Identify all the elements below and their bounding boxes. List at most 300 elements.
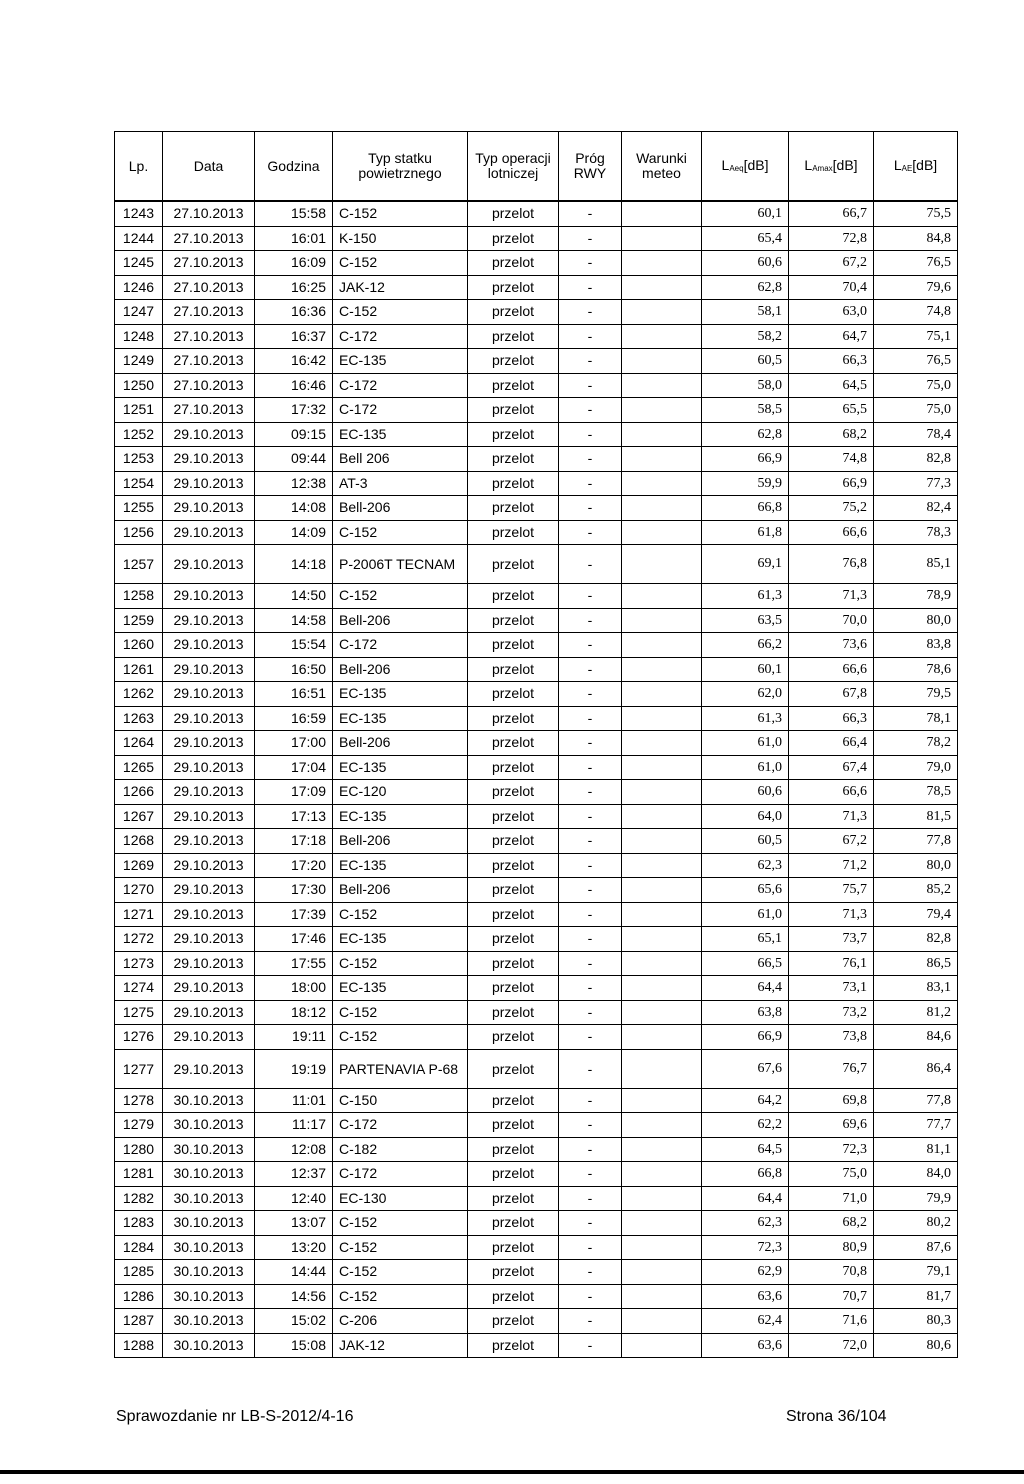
cell-lae: 83,8: [874, 633, 958, 658]
cell-lp: 1252: [115, 422, 163, 447]
cell-threshold: -: [559, 349, 622, 374]
cell-lp: 1273: [115, 951, 163, 976]
cell-lamax: 67,2: [789, 829, 874, 854]
cell-lae: 79,0: [874, 755, 958, 780]
cell-lp: 1271: [115, 902, 163, 927]
cell-lp: 1275: [115, 1000, 163, 1025]
cell-lp: 1267: [115, 804, 163, 829]
cell-aircraft: C-152: [333, 201, 468, 226]
cell-lae: 77,3: [874, 471, 958, 496]
cell-laeq: 61,0: [702, 902, 789, 927]
cell-threshold: -: [559, 373, 622, 398]
cell-aircraft: C-152: [333, 300, 468, 325]
cell-date: 29.10.2013: [163, 706, 255, 731]
cell-lp: 1284: [115, 1235, 163, 1260]
cell-meteo: [622, 447, 702, 472]
cell-lae: 82,4: [874, 496, 958, 521]
cell-operation: przelot: [468, 1235, 559, 1260]
cell-lae: 77,8: [874, 1088, 958, 1113]
cell-operation: przelot: [468, 829, 559, 854]
cell-threshold: -: [559, 496, 622, 521]
cell-lamax: 70,4: [789, 275, 874, 300]
cell-aircraft: C-172: [333, 1162, 468, 1187]
cell-lae: 78,5: [874, 780, 958, 805]
cell-lamax: 69,6: [789, 1113, 874, 1138]
cell-laeq: 62,4: [702, 1309, 789, 1334]
cell-threshold: -: [559, 902, 622, 927]
cell-threshold: -: [559, 1088, 622, 1113]
cell-operation: przelot: [468, 1186, 559, 1211]
cell-laeq: 62,0: [702, 682, 789, 707]
cell-lamax: 71,0: [789, 1186, 874, 1211]
cell-lae: 86,4: [874, 1049, 958, 1088]
cell-time: 09:44: [255, 447, 333, 472]
cell-laeq: 61,0: [702, 731, 789, 756]
header-warunki: Warunki meteo: [622, 132, 702, 202]
cell-aircraft: C-152: [333, 520, 468, 545]
cell-aircraft: EC-120: [333, 780, 468, 805]
table-row: [115, 584, 958, 609]
cell-time: 16:46: [255, 373, 333, 398]
cell-lae: 80,0: [874, 608, 958, 633]
cell-date: 30.10.2013: [163, 1284, 255, 1309]
header-laeq: [702, 132, 789, 202]
cell-lae: 75,0: [874, 398, 958, 423]
cell-aircraft: C-152: [333, 1025, 468, 1050]
cell-lae: 79,1: [874, 1260, 958, 1285]
cell-lp: 1269: [115, 853, 163, 878]
cell-time: 14:44: [255, 1260, 333, 1285]
cell-meteo: [622, 275, 702, 300]
cell-lp: 1256: [115, 520, 163, 545]
cell-date: 27.10.2013: [163, 398, 255, 423]
cell-aircraft: JAK-12: [333, 275, 468, 300]
cell-time: 11:17: [255, 1113, 333, 1138]
cell-operation: przelot: [468, 275, 559, 300]
cell-meteo: [622, 1049, 702, 1088]
cell-operation: przelot: [468, 324, 559, 349]
cell-time: 09:15: [255, 422, 333, 447]
cell-operation: przelot: [468, 1260, 559, 1285]
cell-threshold: -: [559, 201, 622, 226]
cell-lamax: 64,7: [789, 324, 874, 349]
cell-lamax: 73,8: [789, 1025, 874, 1050]
cell-time: 18:00: [255, 976, 333, 1001]
cell-aircraft: EC-135: [333, 422, 468, 447]
cell-operation: przelot: [468, 902, 559, 927]
cell-lamax: 70,7: [789, 1284, 874, 1309]
cell-date: 30.10.2013: [163, 1333, 255, 1358]
table-row: [115, 201, 958, 226]
cell-date: 29.10.2013: [163, 520, 255, 545]
cell-laeq: 64,0: [702, 804, 789, 829]
table-row: [115, 1186, 958, 1211]
cell-operation: przelot: [468, 1113, 559, 1138]
cell-time: 16:50: [255, 657, 333, 682]
cell-date: 30.10.2013: [163, 1162, 255, 1187]
cell-laeq: 63,6: [702, 1333, 789, 1358]
footer-rule: [0, 1470, 1024, 1474]
cell-lae: 74,8: [874, 300, 958, 325]
cell-lae: 78,2: [874, 731, 958, 756]
cell-lae: 79,9: [874, 1186, 958, 1211]
cell-date: 29.10.2013: [163, 1049, 255, 1088]
cell-threshold: -: [559, 682, 622, 707]
cell-lae: 85,2: [874, 878, 958, 903]
cell-operation: przelot: [468, 853, 559, 878]
cell-laeq: 64,4: [702, 1186, 789, 1211]
cell-meteo: [622, 804, 702, 829]
cell-time: 15:08: [255, 1333, 333, 1358]
cell-lamax: 76,1: [789, 951, 874, 976]
cell-lae: 77,8: [874, 829, 958, 854]
cell-date: 29.10.2013: [163, 755, 255, 780]
cell-meteo: [622, 1113, 702, 1138]
cell-lamax: 66,6: [789, 657, 874, 682]
cell-operation: przelot: [468, 1309, 559, 1334]
cell-laeq: 60,6: [702, 251, 789, 276]
cell-laeq: 66,5: [702, 951, 789, 976]
cell-time: 19:19: [255, 1049, 333, 1088]
header-lae: [874, 132, 958, 202]
cell-laeq: 63,8: [702, 1000, 789, 1025]
cell-aircraft: EC-135: [333, 927, 468, 952]
cell-meteo: [622, 398, 702, 423]
cell-threshold: -: [559, 1284, 622, 1309]
cell-operation: przelot: [468, 471, 559, 496]
cell-lamax: 71,6: [789, 1309, 874, 1334]
cell-aircraft: K-150: [333, 226, 468, 251]
cell-meteo: [622, 201, 702, 226]
cell-laeq: 58,0: [702, 373, 789, 398]
cell-laeq: 59,9: [702, 471, 789, 496]
cell-lamax: 72,3: [789, 1137, 874, 1162]
cell-meteo: [622, 1137, 702, 1162]
cell-aircraft: EC-135: [333, 755, 468, 780]
cell-threshold: -: [559, 927, 622, 952]
table-row: [115, 275, 958, 300]
cell-meteo: [622, 706, 702, 731]
cell-aircraft: C-172: [333, 1113, 468, 1138]
cell-meteo: [622, 520, 702, 545]
cell-date: 29.10.2013: [163, 447, 255, 472]
cell-operation: przelot: [468, 300, 559, 325]
page-number: Strona 36/104: [786, 1408, 887, 1425]
cell-date: 29.10.2013: [163, 657, 255, 682]
cell-operation: przelot: [468, 657, 559, 682]
table-row: [115, 1260, 958, 1285]
table-row: [115, 300, 958, 325]
cell-meteo: [622, 300, 702, 325]
cell-lae: 82,8: [874, 447, 958, 472]
cell-threshold: -: [559, 584, 622, 609]
cell-aircraft: C-152: [333, 902, 468, 927]
cell-meteo: [622, 1235, 702, 1260]
cell-threshold: -: [559, 657, 622, 682]
cell-threshold: -: [559, 853, 622, 878]
cell-meteo: [622, 422, 702, 447]
table-row: [115, 1309, 958, 1334]
cell-lamax: 67,8: [789, 682, 874, 707]
header-godzina: Godzina: [255, 132, 333, 202]
cell-laeq: 61,3: [702, 584, 789, 609]
cell-date: 27.10.2013: [163, 226, 255, 251]
cell-lp: 1255: [115, 496, 163, 521]
cell-aircraft: EC-130: [333, 1186, 468, 1211]
cell-time: 14:18: [255, 545, 333, 584]
table-row: [115, 1211, 958, 1236]
cell-threshold: -: [559, 1186, 622, 1211]
cell-lae: 80,6: [874, 1333, 958, 1358]
cell-aircraft: PARTENAVIA P-68: [333, 1049, 468, 1088]
cell-date: 27.10.2013: [163, 373, 255, 398]
cell-laeq: 72,3: [702, 1235, 789, 1260]
cell-lp: 1253: [115, 447, 163, 472]
cell-time: 16:59: [255, 706, 333, 731]
cell-time: 17:20: [255, 853, 333, 878]
cell-lamax: 63,0: [789, 300, 874, 325]
cell-lae: 78,4: [874, 422, 958, 447]
measurements-table: [114, 131, 958, 1358]
cell-date: 30.10.2013: [163, 1309, 255, 1334]
cell-date: 30.10.2013: [163, 1186, 255, 1211]
cell-date: 30.10.2013: [163, 1113, 255, 1138]
cell-lamax: 72,0: [789, 1333, 874, 1358]
cell-laeq: 66,9: [702, 447, 789, 472]
cell-threshold: -: [559, 1211, 622, 1236]
cell-time: 17:39: [255, 902, 333, 927]
cell-operation: przelot: [468, 584, 559, 609]
cell-date: 29.10.2013: [163, 496, 255, 521]
cell-time: 17:13: [255, 804, 333, 829]
cell-lp: 1288: [115, 1333, 163, 1358]
cell-laeq: 65,1: [702, 927, 789, 952]
cell-laeq: 67,6: [702, 1049, 789, 1088]
cell-time: 14:09: [255, 520, 333, 545]
cell-date: 30.10.2013: [163, 1088, 255, 1113]
cell-laeq: 60,5: [702, 829, 789, 854]
cell-operation: przelot: [468, 682, 559, 707]
cell-date: 30.10.2013: [163, 1211, 255, 1236]
table-row: [115, 976, 958, 1001]
cell-threshold: -: [559, 731, 622, 756]
cell-lp: 1281: [115, 1162, 163, 1187]
cell-lp: 1260: [115, 633, 163, 658]
cell-laeq: 58,2: [702, 324, 789, 349]
cell-meteo: [622, 731, 702, 756]
cell-lp: 1248: [115, 324, 163, 349]
cell-lae: 75,5: [874, 201, 958, 226]
cell-lamax: 66,9: [789, 471, 874, 496]
cell-operation: przelot: [468, 447, 559, 472]
cell-date: 29.10.2013: [163, 682, 255, 707]
cell-meteo: [622, 951, 702, 976]
cell-lp: 1265: [115, 755, 163, 780]
cell-aircraft: Bell-206: [333, 608, 468, 633]
cell-operation: przelot: [468, 780, 559, 805]
table-row: [115, 608, 958, 633]
cell-meteo: [622, 1000, 702, 1025]
cell-threshold: -: [559, 471, 622, 496]
cell-lp: 1258: [115, 584, 163, 609]
cell-lamax: 66,3: [789, 349, 874, 374]
header-row: [115, 132, 958, 202]
cell-lp: 1274: [115, 976, 163, 1001]
table-row: [115, 545, 958, 584]
cell-laeq: 58,5: [702, 398, 789, 423]
cell-lp: 1268: [115, 829, 163, 854]
cell-laeq: 66,2: [702, 633, 789, 658]
cell-aircraft: C-150: [333, 1088, 468, 1113]
cell-lp: 1266: [115, 780, 163, 805]
table-row: [115, 633, 958, 658]
header-prog: Próg RWY: [559, 132, 622, 202]
cell-lamax: 66,6: [789, 780, 874, 805]
cell-laeq: 66,8: [702, 496, 789, 521]
cell-aircraft: EC-135: [333, 853, 468, 878]
cell-meteo: [622, 324, 702, 349]
cell-time: 17:32: [255, 398, 333, 423]
cell-meteo: [622, 1025, 702, 1050]
cell-aircraft: C-152: [333, 251, 468, 276]
cell-operation: przelot: [468, 349, 559, 374]
report-number: Sprawozdanie nr LB-S-2012/4-16: [116, 1408, 354, 1425]
cell-aircraft: Bell-206: [333, 657, 468, 682]
cell-lp: 1277: [115, 1049, 163, 1088]
cell-laeq: 61,0: [702, 755, 789, 780]
cell-operation: przelot: [468, 755, 559, 780]
cell-laeq: 60,6: [702, 780, 789, 805]
cell-aircraft: EC-135: [333, 349, 468, 374]
cell-operation: przelot: [468, 1000, 559, 1025]
cell-lp: 1287: [115, 1309, 163, 1334]
cell-operation: przelot: [468, 1211, 559, 1236]
cell-lamax: 66,6: [789, 520, 874, 545]
cell-time: 14:08: [255, 496, 333, 521]
cell-date: 27.10.2013: [163, 201, 255, 226]
cell-meteo: [622, 1260, 702, 1285]
cell-aircraft: C-152: [333, 1235, 468, 1260]
cell-threshold: -: [559, 1333, 622, 1358]
cell-date: 30.10.2013: [163, 1260, 255, 1285]
cell-time: 16:01: [255, 226, 333, 251]
header-lae-unit: [dB]: [912, 156, 938, 173]
cell-time: 18:12: [255, 1000, 333, 1025]
cell-threshold: -: [559, 398, 622, 423]
cell-threshold: -: [559, 706, 622, 731]
cell-lamax: 71,3: [789, 804, 874, 829]
cell-lae: 75,1: [874, 324, 958, 349]
cell-meteo: [622, 584, 702, 609]
header-laeq-letter: L: [721, 156, 730, 173]
cell-operation: przelot: [468, 496, 559, 521]
table-row: [115, 731, 958, 756]
cell-operation: przelot: [468, 804, 559, 829]
cell-threshold: -: [559, 780, 622, 805]
cell-threshold: -: [559, 251, 622, 276]
cell-laeq: 62,8: [702, 422, 789, 447]
cell-laeq: 62,9: [702, 1260, 789, 1285]
cell-meteo: [622, 878, 702, 903]
cell-aircraft: C-152: [333, 1260, 468, 1285]
cell-threshold: -: [559, 545, 622, 584]
cell-date: 27.10.2013: [163, 251, 255, 276]
cell-meteo: [622, 496, 702, 521]
cell-time: 16:51: [255, 682, 333, 707]
cell-laeq: 62,2: [702, 1113, 789, 1138]
cell-lamax: 73,2: [789, 1000, 874, 1025]
cell-time: 17:00: [255, 731, 333, 756]
cell-threshold: -: [559, 878, 622, 903]
cell-lamax: 64,5: [789, 373, 874, 398]
cell-operation: przelot: [468, 545, 559, 584]
cell-laeq: 62,3: [702, 853, 789, 878]
cell-lae: 80,0: [874, 853, 958, 878]
cell-time: 16:37: [255, 324, 333, 349]
cell-operation: przelot: [468, 976, 559, 1001]
table-row: [115, 226, 958, 251]
cell-laeq: 63,5: [702, 608, 789, 633]
cell-meteo: [622, 633, 702, 658]
cell-lae: 84,6: [874, 1025, 958, 1050]
cell-lae: 80,3: [874, 1309, 958, 1334]
cell-date: 29.10.2013: [163, 1000, 255, 1025]
cell-lae: 84,0: [874, 1162, 958, 1187]
cell-lp: 1285: [115, 1260, 163, 1285]
cell-operation: przelot: [468, 201, 559, 226]
cell-lamax: 76,8: [789, 545, 874, 584]
cell-threshold: -: [559, 447, 622, 472]
cell-operation: przelot: [468, 1284, 559, 1309]
cell-lp: 1245: [115, 251, 163, 276]
cell-lamax: 69,8: [789, 1088, 874, 1113]
cell-threshold: -: [559, 976, 622, 1001]
cell-laeq: 62,3: [702, 1211, 789, 1236]
header-lamax: [789, 132, 874, 202]
cell-lp: 1263: [115, 706, 163, 731]
cell-meteo: [622, 853, 702, 878]
cell-threshold: -: [559, 755, 622, 780]
cell-date: 29.10.2013: [163, 927, 255, 952]
cell-time: 17:55: [255, 951, 333, 976]
cell-time: 14:56: [255, 1284, 333, 1309]
header-typ-statku: Typ statku powietrznego: [333, 132, 468, 202]
cell-lp: 1279: [115, 1113, 163, 1138]
cell-meteo: [622, 1186, 702, 1211]
cell-aircraft: C-172: [333, 633, 468, 658]
cell-operation: przelot: [468, 608, 559, 633]
cell-aircraft: C-172: [333, 373, 468, 398]
cell-meteo: [622, 226, 702, 251]
cell-lp: 1257: [115, 545, 163, 584]
cell-threshold: -: [559, 226, 622, 251]
cell-aircraft: Bell-206: [333, 829, 468, 854]
cell-laeq: 69,1: [702, 545, 789, 584]
cell-laeq: 64,2: [702, 1088, 789, 1113]
cell-time: 14:58: [255, 608, 333, 633]
cell-time: 13:20: [255, 1235, 333, 1260]
cell-laeq: 60,1: [702, 201, 789, 226]
cell-operation: przelot: [468, 1025, 559, 1050]
table-row: [115, 755, 958, 780]
cell-time: 17:30: [255, 878, 333, 903]
cell-lae: 79,5: [874, 682, 958, 707]
cell-lae: 87,6: [874, 1235, 958, 1260]
cell-lamax: 76,7: [789, 1049, 874, 1088]
cell-lamax: 66,7: [789, 201, 874, 226]
cell-aircraft: Bell 206: [333, 447, 468, 472]
cell-lamax: 66,4: [789, 731, 874, 756]
